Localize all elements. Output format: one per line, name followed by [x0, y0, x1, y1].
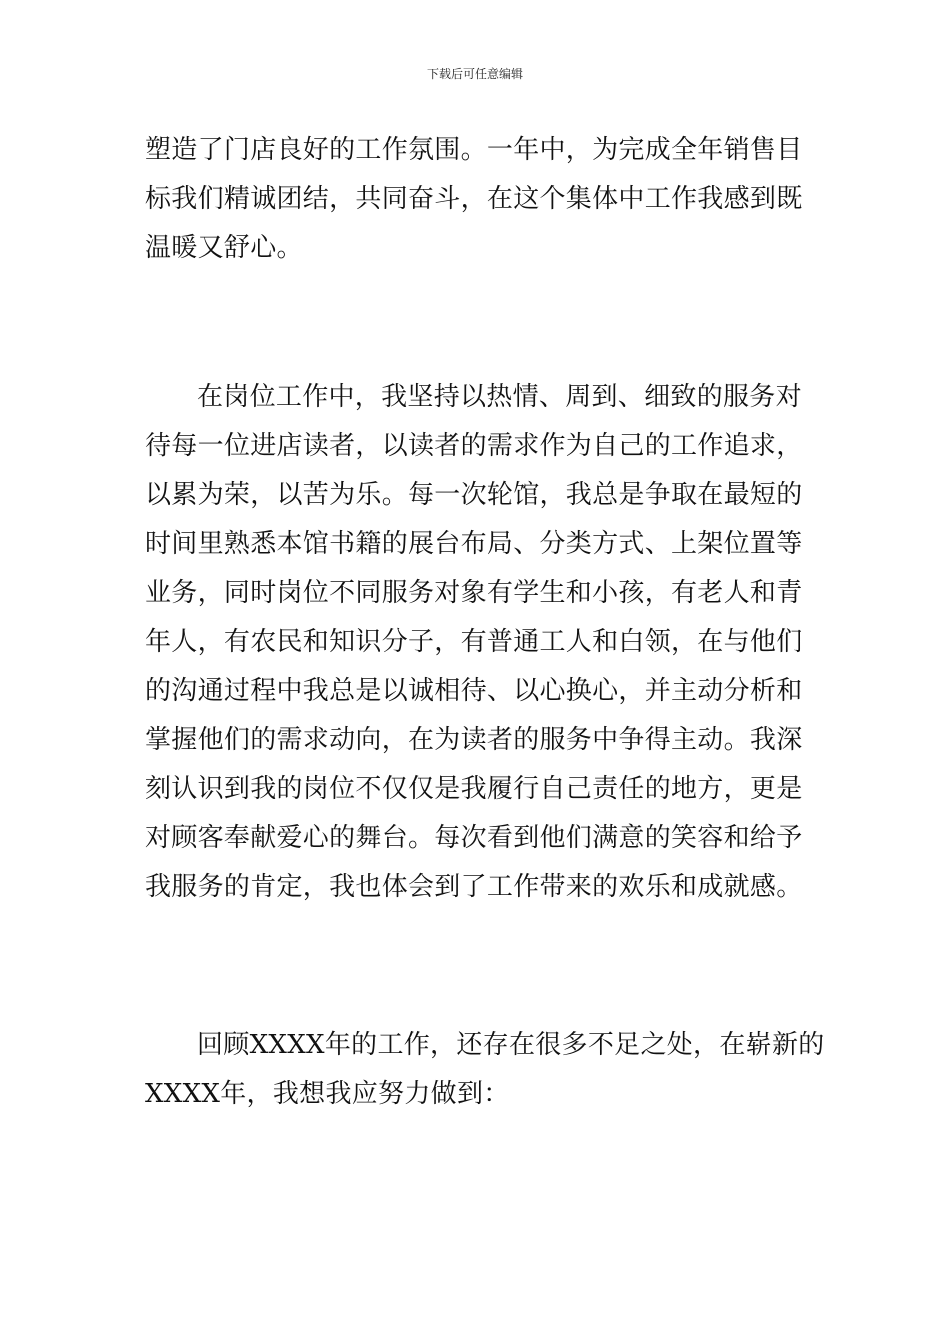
text-line: 时间里熟悉本馆书籍的展台布局、分类方式、上架位置等 [145, 529, 803, 559]
text-line: 温暖又舒心。 [145, 233, 303, 263]
page-header: 下载后可任意编辑 [426, 67, 523, 81]
paragraph-review [145, 1021, 825, 1119]
text-line: 标我们精诚团结，共同奋斗，在这个集体中工作我感到既 [145, 184, 803, 214]
text-line: 的沟通过程中我总是以诚相待、以心换心，并主动分析和 [145, 676, 803, 706]
text-line: 我服务的肯定，我也体会到了工作带来的欢乐和成就感。 [145, 872, 803, 902]
text-line: 以累为荣，以苦为乐。每一次轮馆，我总是争取在最短的 [145, 480, 803, 510]
text-line: 业务，同时岗位不同服务对象有学生和小孩，有老人和青 [145, 578, 803, 608]
text-line: 在岗位工作中，我坚持以热情、周到、细致的服务对 [197, 382, 802, 412]
text-line: 年人，有农民和知识分子，有普通工人和白领，在与他们 [145, 627, 803, 657]
paragraph-job-service [145, 373, 810, 912]
paragraph-continuation [145, 126, 810, 273]
text-line: 回顾XXXX年的工作，还存在很多不足之处，在崭新的 [197, 1030, 825, 1060]
text-line: 掌握他们的需求动向，在为读者的服务中争得主动。我深 [145, 725, 803, 755]
text-line: 刻认识到我的岗位不仅仅是我履行自己责任的地方，更是 [145, 774, 803, 804]
text-line: 塑造了门店良好的工作氛围。一年中，为完成全年销售目 [145, 135, 803, 165]
text-line: 对顾客奉献爱心的舞台。每次看到他们满意的笑容和给予 [145, 823, 803, 853]
text-line: XXXX年，我想我应努力做到： [145, 1079, 510, 1109]
text-line: 待每一位进店读者，以读者的需求作为自己的工作追求， [145, 431, 803, 461]
